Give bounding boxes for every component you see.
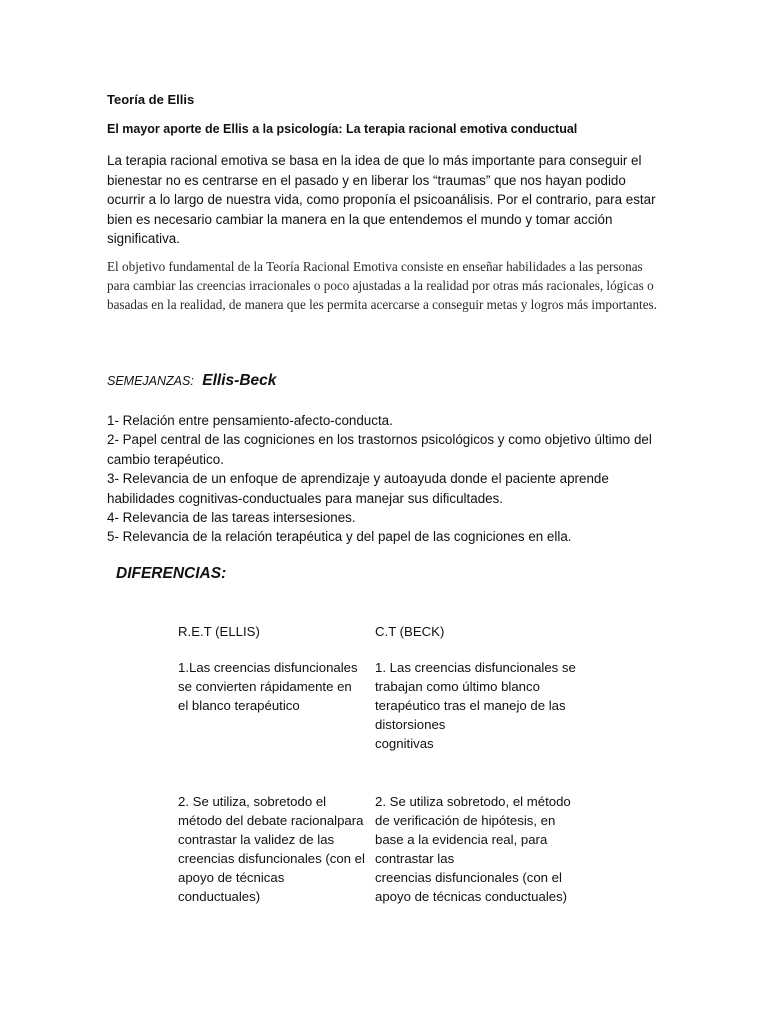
- paragraph-objective: El objetivo fundamental de la Teoría Racional Emotiva consiste en enseñar habilidades a las personas para cambiar las creencias irracionales o poco ajustadas a la realidad por otras más racionales, lógicas o basadas en la realidad, de manera que les permita acercarse a conseguir metas y logros más importantes.: [107, 259, 657, 312]
- paragraph-therapy-basis: La terapia racional emotiva se basa en la idea de que lo más importante para conseguir el bienestar no es centrarse en el pasado y en liberar los “traumas” que nos hayan podido ocurrir a lo largo de nuestra vida, como proponía el psicoanálisis. Por el contrario, para estar bien es necesario cambiar la manera en la que entendemos el mundo y tomar acción significativa.: [107, 153, 656, 247]
- list-item: 5- Relevancia de la relación terapéutica y del papel de las cogniciones en ella.: [107, 529, 572, 545]
- document-title: Teoría de Ellis: [107, 92, 195, 107]
- column-header-ellis: R.E.T (ELLIS): [178, 624, 260, 639]
- table-cell-ellis-1: 1.Las creencias disfuncionales se convierten rápidamente en el blanco terapéutico: [178, 660, 358, 713]
- table-cell-ellis-2: 2. Se utiliza, sobretodo el método del debate racionalpara contrastar la validez de las creencias disfuncionales (con el apoyo de técnicas conductuales): [178, 794, 365, 904]
- document-subtitle: El mayor aporte de Ellis a la psicología: La terapia racional emotiva conductual: [107, 122, 578, 136]
- list-item: 4- Relevancia de las tareas intersesiones.: [107, 510, 356, 526]
- similarities-names: Ellis-Beck: [202, 372, 277, 389]
- column-header-beck: C.T (BECK): [375, 624, 445, 639]
- similarities-heading: [107, 372, 276, 390]
- differences-heading: DIFERENCIAS:: [116, 565, 227, 582]
- list-item: 1- Relación entre pensamiento-afecto-conducta.: [107, 413, 393, 428]
- table-cell-beck-1: 1. Las creencias disfuncionales se trabajan como último blanco terapéutico tras el manejo de las distorsiones cognitivas: [375, 660, 576, 751]
- list-item: 2- Papel central de las cogniciones en los trastornos psicológicos y como objetivo último del cambio terapéutico.: [107, 432, 652, 467]
- similarities-list: [107, 411, 667, 547]
- similarities-label: SEMEJANZAS:: [107, 374, 194, 388]
- table-cell-beck-2: 2. Se utiliza sobretodo, el método de verificación de hipótesis, en base a la evidencia real, para contrastar las creencias disfuncionales (con el apoyo de técnicas conductuales): [375, 794, 571, 904]
- list-item: 3- Relevancia de un enfoque de aprendizaje y autoayuda donde el paciente aprende habilidades cognitivas-conductuales para manejar sus dificultades.: [107, 471, 609, 506]
